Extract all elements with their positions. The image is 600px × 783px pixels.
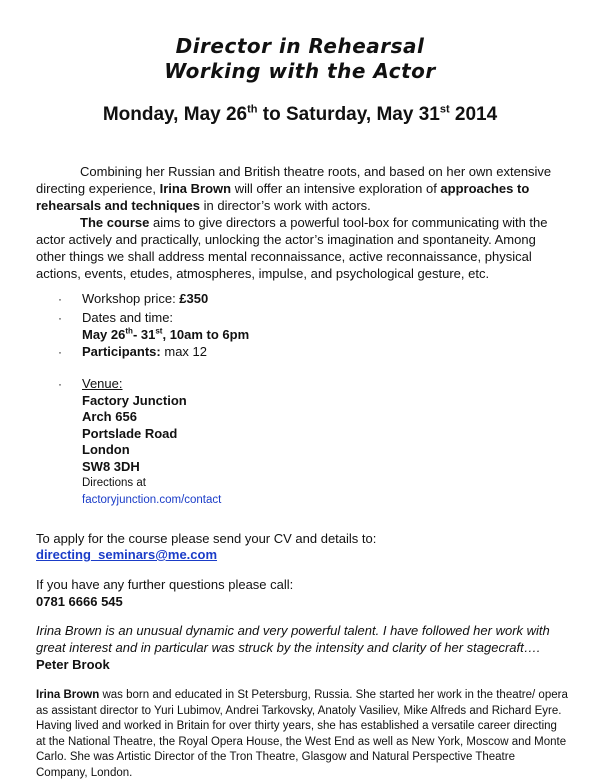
price-label: Workshop price: [82, 291, 180, 306]
phone-value: 0781 6666 545 [36, 594, 123, 609]
dates-value-start: May 26 [82, 326, 126, 342]
bullet-venue: · [58, 377, 62, 391]
dates-value-end-suffix: st [155, 326, 163, 336]
price-value: £350 [179, 291, 209, 306]
dates-label: Dates and time: [82, 310, 174, 325]
course-label: The course [80, 215, 150, 230]
bullet-price: · [58, 292, 62, 306]
bio-text: was born and educated in St Petersburg, Russia. She started her work in the theatre/ opera as assistant director to Yuri Lubimov, Andrei Tarkovsky, Anatoly Vasiliev, Mike Alfreds and Richard Eyre. Having lived and worked in Britain for over thirty years, she has established a versatile career directing at the National Theatre, the Royal Opera House, the West End as well as New York, Moscow and Monte Carlo. She was Artistic Director of the Tron Theatre, Glasgow and Natural Perspective Theatre Company, London. [36, 689, 568, 779]
testimonial-author [36, 656, 561, 673]
participants [82, 344, 207, 361]
apply-email-link[interactable]: directing_seminars@me.com [36, 547, 218, 562]
phone-number [36, 593, 561, 610]
venue-label: Venue: [82, 376, 123, 391]
bio-name: Irina Brown [36, 689, 100, 701]
testimonial-quote: Irina Brown is an unusual dynamic and very powerful talent. I have followed her work with great interest and in particular was struck by the intensity and clarity of her stagecraft…. [36, 623, 550, 655]
intro-text-b: will offer an intensive exploration of [231, 181, 441, 196]
bullet-dates: · [58, 311, 62, 325]
apply-text: To apply for the course please send your CV and details to: [36, 531, 377, 546]
questions-text: If you have any further questions please call: [36, 577, 294, 592]
directions-link[interactable]: factoryjunction.com/contact [82, 493, 222, 506]
dates-year: 2014 [449, 104, 498, 125]
title-line-1: Director in Rehearsal [175, 34, 425, 58]
participants-value: max 12 [160, 344, 207, 359]
dates-start-suffix: th [247, 103, 258, 116]
dates-value-start-suffix: th [125, 326, 133, 336]
course-description: aims to give directors a powerful tool-box for communicating with the actor actively and practically, unlocking the actor’s imagination and spontaneity. Among other things we shall address mental reconnaissance, active reconnaissance, physical actions, events, etudes, atmospheres, impulse, and psychological gesture, etc. [36, 215, 548, 281]
venue-line: London [82, 442, 130, 457]
biography [36, 688, 568, 781]
dates-value [82, 327, 249, 342]
workshop-price [82, 291, 208, 308]
dates-end-suffix: st [439, 103, 450, 116]
intro-text-a: Combining her Russian and British theatre roots, and based on her own extensive directing experience, [36, 164, 552, 196]
intro-name: Irina Brown [159, 181, 232, 196]
intro-paragraph [36, 163, 561, 214]
dates-value-end: - 31 [132, 326, 156, 342]
course-dates-heading [0, 104, 600, 126]
intro-highlight: approaches to rehearsals and techniques [36, 181, 530, 213]
title-line-2: Working with the Actor [164, 59, 436, 83]
venue-line: Portslade Road [82, 425, 178, 441]
apply-email-row [36, 546, 561, 563]
dates-value-time: , 10am to 6pm [162, 326, 250, 342]
author-name: Peter Brook [36, 657, 110, 672]
participants-label: Participants: [82, 344, 161, 359]
venue-line: Factory Junction [82, 392, 187, 408]
intro-text-c: in director’s work with actors. [200, 198, 371, 213]
directions-label: Directions at [82, 477, 146, 489]
dates-end: to Saturday, May 31 [257, 104, 440, 125]
venue-line: SW8 3DH [82, 458, 140, 474]
dates-and-time [82, 310, 249, 343]
dates-start: Monday, May 26 [102, 104, 248, 125]
course-paragraph [36, 214, 561, 282]
venue-line: Arch 656 [82, 409, 137, 424]
venue-block [82, 376, 221, 508]
bullet-participants: · [58, 345, 62, 359]
